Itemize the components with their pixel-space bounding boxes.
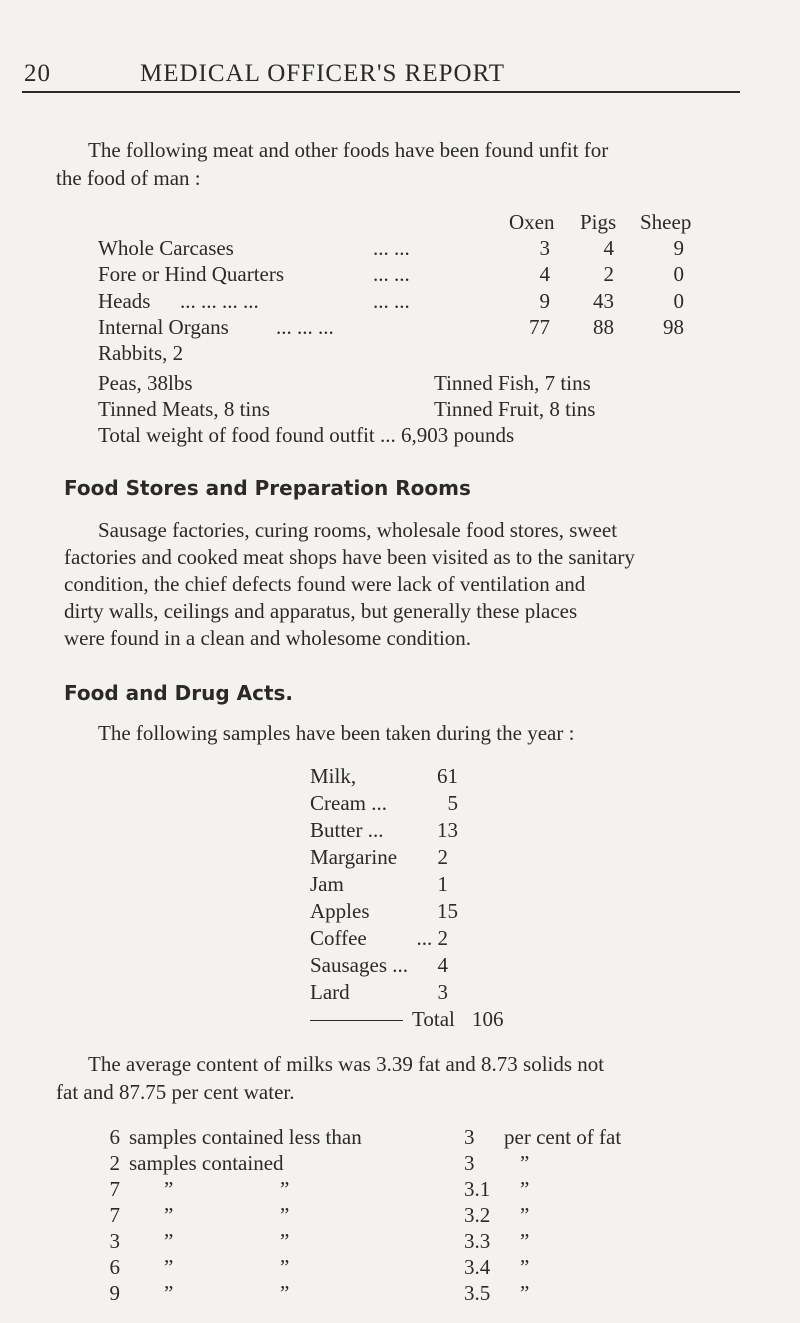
cell-sheep: 0 bbox=[673, 262, 684, 286]
sample-value: 13 bbox=[437, 818, 458, 842]
cell-oxen: 9 bbox=[539, 289, 550, 313]
col-header-sheep: Sheep bbox=[640, 210, 692, 234]
total-rule bbox=[310, 1020, 403, 1021]
milk-row-value: 3.1 bbox=[464, 1177, 491, 1201]
milk-row-unit: ” bbox=[520, 1151, 530, 1175]
milk-row-unit: per cent of fat bbox=[504, 1125, 622, 1149]
page-number: 20 bbox=[24, 60, 51, 87]
table-row-label: Internal Organs bbox=[98, 315, 229, 339]
leader-dots: ... ... bbox=[373, 289, 410, 313]
ditto-mark: ” bbox=[280, 1203, 290, 1227]
sample-label: Lard bbox=[310, 980, 350, 1004]
milk-row-desc: samples contained less than bbox=[129, 1125, 362, 1149]
ditto-mark: ” bbox=[164, 1229, 174, 1253]
ditto-mark: ” bbox=[280, 1281, 290, 1305]
sample-value: 3 bbox=[437, 980, 448, 1004]
cell-pigs: 2 bbox=[603, 262, 614, 286]
sample-value: ... 2 bbox=[416, 926, 448, 950]
samples-total-label: Total bbox=[412, 1007, 455, 1031]
page-title: MEDICAL OFFICER'S REPORT bbox=[140, 60, 506, 87]
tinned-fish-line: Tinned Fish, 7 tins bbox=[434, 371, 591, 395]
sample-label: Margarine bbox=[310, 845, 398, 869]
unfit-intro-line2: the food of man : bbox=[56, 166, 201, 190]
milk-row-value: 3 bbox=[464, 1151, 475, 1175]
sample-label: Sausages ... bbox=[310, 953, 408, 977]
food-stores-line: condition, the chief defects found were lack of ventilation and bbox=[64, 572, 586, 596]
milk-content-line1: The average content of milks was 3.39 fat and 8.73 solids not bbox=[88, 1052, 605, 1076]
sample-value: 2 bbox=[437, 845, 448, 869]
milk-row-value: 3.4 bbox=[464, 1255, 491, 1279]
cell-pigs: 43 bbox=[593, 289, 614, 313]
milk-row-unit: ” bbox=[520, 1177, 530, 1201]
leader-dots: ... ... ... bbox=[276, 315, 334, 339]
food-stores-line: were found in a clean and wholesome condition. bbox=[64, 626, 472, 650]
col-header-oxen: Oxen bbox=[509, 210, 555, 234]
cell-oxen: 3 bbox=[539, 236, 550, 260]
section-heading-food-stores: Food Stores and Preparation Rooms bbox=[64, 476, 471, 500]
sample-label: Jam bbox=[310, 872, 344, 896]
table-row-label: Fore or Hind Quarters bbox=[98, 262, 285, 286]
cell-sheep: 0 bbox=[673, 289, 684, 313]
milk-row-value: 3 bbox=[464, 1125, 475, 1149]
ditto-mark: ” bbox=[280, 1177, 290, 1201]
milk-row-count: 6 bbox=[109, 1255, 120, 1279]
sample-value: 15 bbox=[437, 899, 458, 923]
cell-oxen: 77 bbox=[529, 315, 550, 339]
milk-row-value: 3.2 bbox=[464, 1203, 491, 1227]
sample-label: Cream ... bbox=[310, 791, 387, 815]
tinned-fruit-line: Tinned Fruit, 8 tins bbox=[434, 397, 596, 421]
rabbits-line: Rabbits, 2 bbox=[98, 341, 184, 365]
milk-row-desc: samples contained bbox=[129, 1151, 284, 1175]
milk-row-count: 2 bbox=[109, 1151, 120, 1175]
milk-content-line2: fat and 87.75 per cent water. bbox=[56, 1080, 295, 1104]
milk-row-count: 3 bbox=[109, 1229, 120, 1253]
sample-value: 61 bbox=[437, 764, 458, 788]
drug-acts-intro: The following samples have been taken during the year : bbox=[98, 721, 575, 745]
table-row-label: Whole Carcases bbox=[98, 236, 234, 260]
ditto-mark: ” bbox=[164, 1177, 174, 1201]
table-row-label: Heads bbox=[98, 289, 151, 313]
cell-pigs: 4 bbox=[603, 236, 614, 260]
milk-row-unit: ” bbox=[520, 1203, 530, 1227]
milk-row-count: 9 bbox=[109, 1281, 120, 1305]
cell-sheep: 98 bbox=[663, 315, 684, 339]
sample-value: 4 bbox=[437, 953, 448, 977]
milk-row-count: 6 bbox=[109, 1125, 120, 1149]
sample-value: 1 bbox=[437, 872, 448, 896]
milk-row-unit: ” bbox=[520, 1281, 530, 1305]
milk-row-value: 3.5 bbox=[464, 1281, 491, 1305]
food-stores-line: factories and cooked meat shops have been visited as to the sanitary bbox=[64, 545, 635, 569]
milk-row-value: 3.3 bbox=[464, 1229, 491, 1253]
ditto-mark: ” bbox=[280, 1255, 290, 1279]
ditto-mark: ” bbox=[164, 1255, 174, 1279]
leader-dots: ... ... bbox=[373, 262, 410, 286]
food-stores-line: dirty walls, ceilings and apparatus, but generally these places bbox=[64, 599, 578, 623]
tinned-meats-line: Tinned Meats, 8 tins bbox=[98, 397, 270, 421]
sample-value: 5 bbox=[447, 791, 458, 815]
ditto-mark: ” bbox=[164, 1281, 174, 1305]
sample-label: Butter ... bbox=[310, 818, 384, 842]
total-weight-line: Total weight of food found outfit ... 6,903 pounds bbox=[98, 423, 515, 447]
milk-row-unit: ” bbox=[520, 1229, 530, 1253]
samples-total-value: 106 bbox=[472, 1007, 504, 1031]
milk-row-count: 7 bbox=[109, 1203, 120, 1227]
peas-line: Peas, 38lbs bbox=[98, 371, 193, 395]
unfit-intro-line1: The following meat and other foods have been found unfit for bbox=[88, 138, 609, 162]
header-rule bbox=[22, 91, 740, 93]
cell-oxen: 4 bbox=[539, 262, 550, 286]
milk-row-count: 7 bbox=[109, 1177, 120, 1201]
ditto-mark: ” bbox=[164, 1203, 174, 1227]
ditto-mark: ” bbox=[280, 1229, 290, 1253]
sample-label: Milk, bbox=[310, 764, 357, 788]
food-stores-line: Sausage factories, curing rooms, wholesale food stores, sweet bbox=[98, 518, 618, 542]
sample-label: Coffee bbox=[310, 926, 367, 950]
section-heading-drug-acts: Food and Drug Acts. bbox=[64, 681, 294, 705]
sample-label: Apples bbox=[310, 899, 370, 923]
cell-sheep: 9 bbox=[673, 236, 684, 260]
leader-dots: ... ... bbox=[373, 236, 410, 260]
leader-dots: ... ... ... ... bbox=[180, 289, 259, 313]
col-header-pigs: Pigs bbox=[580, 210, 617, 234]
milk-row-unit: ” bbox=[520, 1255, 530, 1279]
cell-pigs: 88 bbox=[593, 315, 614, 339]
